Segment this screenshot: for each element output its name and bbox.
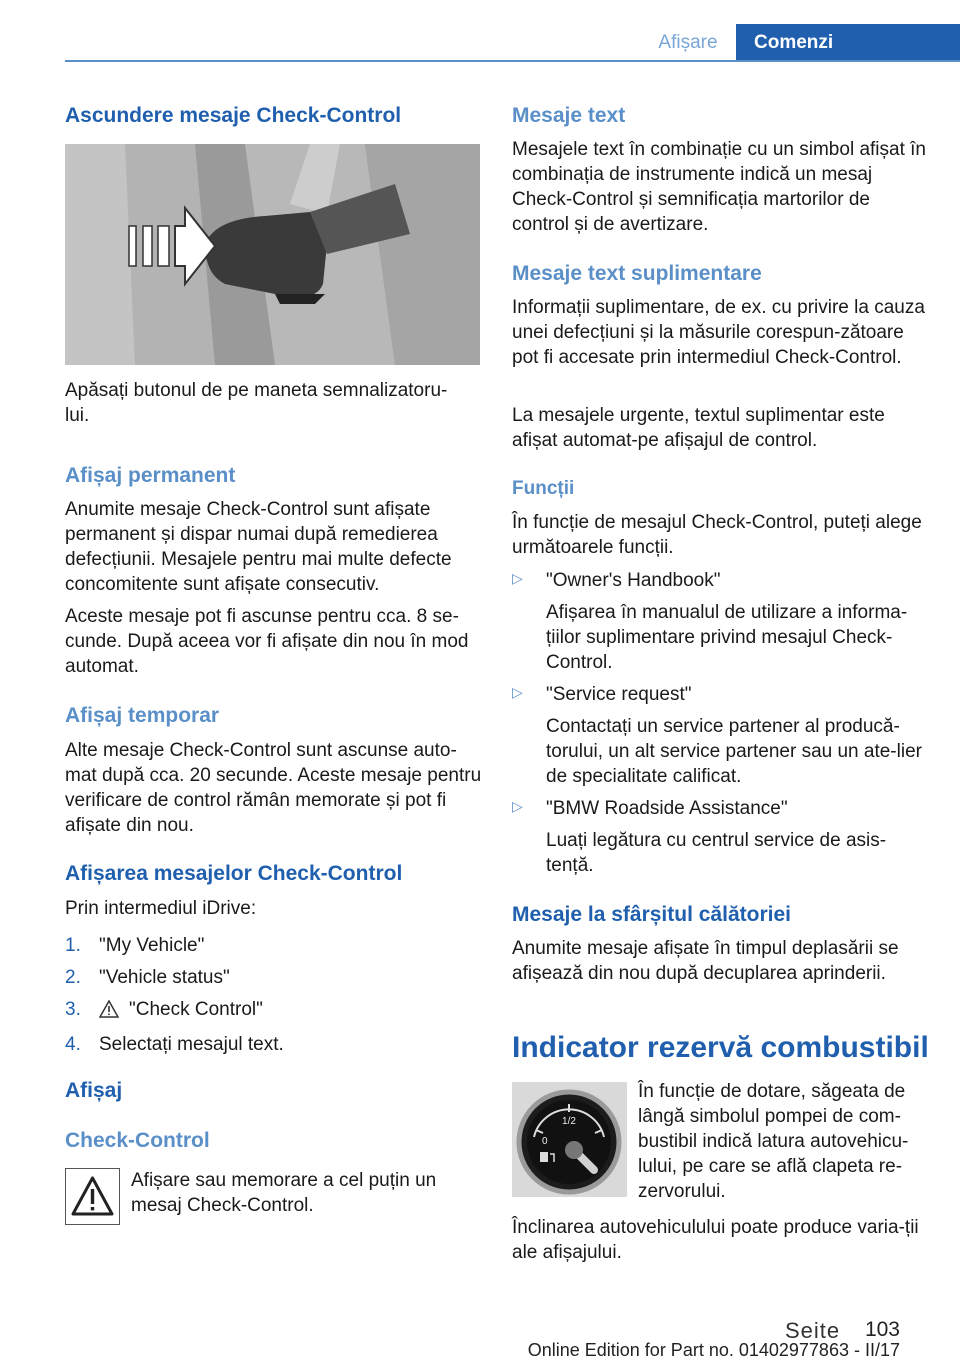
check-control-description: Afișare sau memorare a cel puțin un mesaj Check-Control. [131, 1170, 437, 1216]
step-number: 3. [65, 999, 81, 1020]
function-description: Contactați un service partener al producă-torului, un alt service partener sau un ate-lier de specialitate calificat. [546, 716, 922, 787]
fuel-gauge-photo [512, 1082, 627, 1197]
section-title-end-of-trip-messages: Mesaje la sfârșitul călătoriei [512, 903, 791, 926]
list-item [512, 568, 932, 675]
fuel-gauge-icon [512, 1082, 627, 1197]
permanent-display-paragraph-1: Anumite mesaje Check-Control sunt afișate permanent și dispar numai după remedierea defecțiunii. Mesajele pentru mai multe defecte concomitente sunt afișate consecutiv. [65, 499, 452, 595]
gauge-zero-label: 0 [542, 1136, 548, 1147]
watermark-text: Seite [785, 1318, 841, 1343]
fuel-reserve-paragraph: În funcție de dotare, săgeata de lângă simbolul pompei de com-bustibil indică latura autovehicu-lului, pe care se află clapeta re-zervorului. [638, 1081, 909, 1202]
triangle-bullet-icon: ▷ [512, 798, 523, 814]
idrive-steps-list [65, 933, 483, 1064]
section-title-text-messages: Mesaje text [512, 104, 626, 127]
section-title-temporary-display: Afișaj temporar [65, 704, 220, 727]
fuel-reserve-paragraph-2: Înclinarea autovehiculului poate produce varia-ții ale afișajului. [512, 1217, 919, 1263]
header-tab-display: Afișare [658, 32, 718, 53]
functions-list [512, 568, 932, 878]
permanent-display-paragraph-2: Aceste mesaje pot fi ascunse pentru cca. 8 se-cunde. După aceea vor fi afișate din nou în mod automat. [65, 606, 469, 677]
section-title-permanent-display: Afișaj permanent [65, 464, 236, 487]
hide-messages-instruction-line2: lui. [65, 405, 90, 426]
turn-signal-lever-photo [65, 144, 480, 365]
step-text: Selectați mesajul text. [99, 1034, 284, 1055]
step-text: "Check Control" [129, 999, 263, 1020]
function-description: Luați legătura cu centrul service de asis-tență. [546, 830, 887, 876]
warning-icon [99, 1000, 119, 1025]
additional-text-paragraph-1: Informații suplimentare, de ex. cu privire la cauza unei defecțiuni și la măsurile corespun-zătoare pot fi accesate prin intermediul Check-Control. [512, 297, 925, 368]
header-tab-controls: Comenzi [736, 24, 960, 62]
step-text: "Vehicle status" [99, 967, 230, 988]
functions-intro: În funcție de mesajul Check-Control, puteți alege următoarele funcții. [512, 512, 922, 558]
show-messages-intro: Prin intermediul iDrive: [65, 898, 257, 919]
section-title-additional-text: Mesaje text suplimentare [512, 262, 762, 285]
gauge-half-label: 1/2 [562, 1116, 576, 1127]
triangle-bullet-icon: ▷ [512, 684, 523, 700]
section-title-functions: Funcții [512, 478, 575, 499]
triangle-bullet-icon: ▷ [512, 570, 523, 586]
list-item [65, 997, 483, 1025]
end-of-trip-paragraph: Anumite mesaje afișate în timpul deplasării se afișează din nou după decuplarea aprinderii. [512, 938, 899, 984]
section-title-check-control: Check-Control [65, 1129, 210, 1152]
section-title-hide-messages: Ascundere mesaje Check-Control [65, 104, 402, 127]
hide-messages-instruction-line1: Apăsați butonul de pe maneta semnalizatoru- [65, 380, 448, 401]
header-rule [65, 60, 960, 62]
list-item [512, 682, 932, 789]
lever-illustration [65, 144, 480, 365]
function-name: "Owner's Handbook" [546, 570, 721, 591]
list-item [65, 965, 483, 990]
function-name: "BMW Roadside Assistance" [546, 798, 788, 819]
warning-triangle-icon [66, 1169, 119, 1224]
list-item [65, 933, 483, 958]
temporary-display-paragraph: Alte mesaje Check-Control sunt ascunse auto-mat după cca. 20 secunde. Aceste mesaje pentru verificare de control rămân memorate și pot fi afișate din nou. [65, 740, 482, 836]
function-description: Afișarea în manualul de utilizare a informa-țiilor suplimentare privind mesajul Check-Control. [546, 602, 908, 673]
text-messages-paragraph: Mesajele text în combinație cu un simbol afișat în combinația de instrumente indică un mesaj Check-Control și semnificația martorilor de control și de avertizare. [512, 139, 926, 235]
step-number: 2. [65, 967, 81, 988]
page-number: 103 [864, 1318, 900, 1341]
step-number: 1. [65, 935, 81, 956]
additional-text-paragraph-2: La mesajele urgente, textul suplimentar este afișat automat-pe afișajul de control. [512, 405, 885, 451]
section-title-display: Afișaj [65, 1079, 123, 1102]
check-control-symbol-box [65, 1168, 120, 1225]
section-title-show-messages: Afișarea mesajelor Check-Control [65, 862, 403, 885]
function-name: "Service request" [546, 684, 692, 705]
step-text: "My Vehicle" [99, 935, 205, 956]
edition-info: Online Edition for Part no. 01402977863 - II/17 [527, 1340, 900, 1360]
list-item [512, 796, 932, 878]
list-item [65, 1032, 483, 1057]
hide-messages-instruction [65, 378, 483, 428]
step-number: 4. [65, 1034, 81, 1055]
section-title-fuel-reserve: Indicator rezervă combustibil [512, 1031, 929, 1064]
